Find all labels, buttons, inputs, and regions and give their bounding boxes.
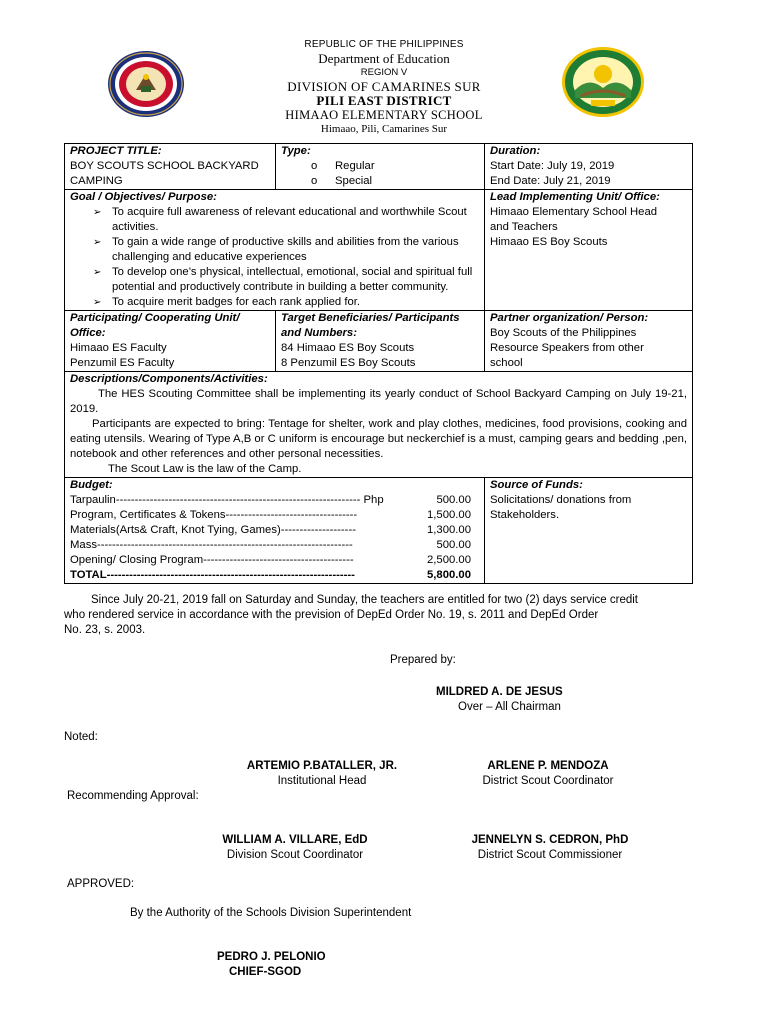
partner-label: Partner organization/ Person: (490, 312, 649, 324)
preparer-title: Over – All Chairman (458, 701, 561, 713)
description-paragraph: Participants are expected to bring: Tentage for shelter, work and play clothes, medicines, food provisions, cooking and eating utensils. Wearing of Type A,B or C uniform is encourage but neckerchief is a must, camping gears and bedding ,pen, notebook and other references and other personal necessities. (70, 418, 687, 460)
approver-title: CHIEF-SGOD (229, 966, 302, 978)
republic-line: REPUBLIC OF THE PHILIPPINES (304, 39, 464, 50)
list-item: ➢ To acquire full awareness of relevant educational and worthwhile Scout activities. (93, 206, 467, 233)
end-date: End Date: July 21, 2019 (490, 175, 611, 187)
funds-line: Stakeholders. (490, 509, 560, 521)
noted-title: Institutional Head (277, 775, 367, 787)
beneficiaries-line: 84 Himaao ES Boy Scouts (281, 342, 415, 354)
district-line: PILI EAST DISTRICT (316, 93, 452, 108)
type-option: o Special (311, 175, 373, 187)
table-row (65, 311, 693, 372)
description-cell (65, 372, 693, 478)
table-row (65, 372, 693, 478)
recommending-approval-label: Recommending Approval: (67, 790, 199, 802)
participating-line: Himaao ES Faculty (70, 342, 167, 354)
lead-unit-cell (485, 190, 693, 311)
noted-name: ARTEMIO P.BATALLER, JR. (246, 760, 398, 772)
budget-label: Budget: (70, 479, 113, 491)
table-row (65, 478, 693, 584)
list-item: ➢ To acquire merit badges for each rank applied for. (93, 296, 361, 308)
type-option: o Regular (311, 160, 375, 172)
arrow-bullet-icon: ➢ (93, 237, 102, 248)
recommending-name: WILLIAM A. VILLARE, EdD (222, 834, 368, 846)
description-label: Descriptions/Components/Activities: (70, 373, 268, 385)
description-paragraph: The HES Scouting Committee shall be implementing its yearly conduct of School Backyard Camping on July 19-21, 2019. (70, 388, 687, 415)
authority-line: By the Authority of the Schools Division Superintendent (130, 907, 412, 919)
lead-unit-line: Himaao ES Boy Scouts (490, 236, 608, 248)
participating-label: Participating/ Cooperating Unit/ Office: (70, 312, 240, 339)
partner-cell (485, 311, 693, 372)
list-item: ➢ To develop one’s physical, intellectual, emotional, social and spiritual full potential and productively contribute in building a better community. (93, 266, 473, 293)
duration-label: Duration: (490, 145, 541, 157)
project-title-line: BOY SCOUTS SCHOOL BACKYARD (70, 160, 259, 172)
lead-unit-label: Lead Implementing Unit/ Office: (490, 191, 660, 203)
project-proposal-table (64, 143, 693, 584)
partner-line: Resource Speakers from other (490, 342, 644, 354)
funds-cell (485, 478, 693, 584)
division-line: DIVISION OF CAMARINES SUR (287, 79, 481, 94)
address-line: Himaao, Pili, Camarines Sur (320, 123, 448, 135)
noted-name: ARLENE P. MENDOZA (487, 760, 609, 772)
school-line: HIMAAO ELEMENTARY SCHOOL (285, 108, 483, 122)
table-row (65, 190, 693, 311)
beneficiaries-label: Target Beneficiaries/ Participants and Numbers: (281, 312, 460, 339)
service-credit-line: who rendered service in accordance with the prevision of DepEd Order No. 19, s. 2011 and DepEd Order (64, 609, 599, 621)
partner-line: school (490, 357, 523, 369)
approved-label: APPROVED: (67, 878, 135, 890)
budget-item: Opening/ Closing Program---------------------------------------- 2,500.00 (70, 554, 471, 566)
participating-cell (65, 311, 276, 372)
duration-cell (485, 144, 693, 190)
lead-unit-line: Himaao Elementary School Head (490, 206, 658, 218)
beneficiaries-line: 8 Penzumil ES Boy Scouts (281, 357, 416, 369)
approver-name: PEDRO J. PELONIO (217, 951, 326, 963)
prepared-by-label: Prepared by: (390, 654, 456, 666)
arrow-bullet-icon: ➢ (93, 207, 102, 218)
service-credit-line: No. 23, s. 2003. (64, 624, 146, 636)
list-item: ➢ To gain a wide range of productive skills and abilities from the various challenging and educative experiences (93, 236, 459, 263)
noted-label: Noted: (64, 731, 98, 743)
project-title-line: CAMPING (70, 175, 123, 187)
service-credit-line: Since July 20-21, 2019 fall on Saturday and Sunday, the teachers are entitled for two (2) days service credit (91, 594, 638, 606)
funds-line: Solicitations/ donations from (490, 494, 632, 506)
budget-item: Mass-------------------------------------------------------------------- 500.00 (70, 539, 471, 551)
budget-cell (65, 478, 485, 584)
budget-item: Tarpaulin----------------------------------------------------------------- Php 500.00 (70, 494, 471, 506)
department-line: Department of Education (318, 51, 450, 66)
type-label: Type: (281, 145, 311, 157)
recommending-title: District Scout Commissioner (477, 849, 623, 861)
preparer-name: MILDRED A. DE JESUS (436, 686, 563, 698)
noted-title: District Scout Coordinator (482, 775, 614, 787)
arrow-bullet-icon: ➢ (93, 267, 102, 278)
type-cell (276, 144, 485, 190)
goals-list (70, 205, 479, 310)
lead-unit-line: and Teachers (490, 221, 558, 233)
goals-label: Goal / Objectives/ Purpose: (70, 191, 217, 203)
table-row (65, 144, 693, 190)
budget-item: Program, Certificates & Tokens----------------------------------- 1,500.00 (70, 509, 471, 521)
recommending-name: JENNELYN S. CEDRON, PhD (471, 834, 629, 846)
beneficiaries-cell (276, 311, 485, 372)
recommending-title: Division Scout Coordinator (226, 849, 364, 861)
partner-line: Boy Scouts of the Philippines (490, 327, 637, 339)
project-title-cell (65, 144, 276, 190)
description-paragraph: The Scout Law is the law of the Camp. (108, 463, 302, 475)
letterhead (0, 38, 768, 136)
budget-item: Materials(Arts& Craft, Knot Tying, Games)-------------------- 1,300.00 (70, 524, 471, 536)
goals-cell (65, 190, 485, 311)
arrow-bullet-icon: ➢ (93, 297, 102, 308)
participating-line: Penzumil ES Faculty (70, 357, 175, 369)
funds-label: Source of Funds: (490, 479, 583, 491)
budget-total: TOTAL------------------------------------------------------------------ 5,800.00 (70, 569, 471, 581)
project-title-label: PROJECT TITLE: (70, 145, 162, 157)
region-line: REGION V (360, 67, 408, 78)
start-date: Start Date: July 19, 2019 (490, 160, 615, 172)
